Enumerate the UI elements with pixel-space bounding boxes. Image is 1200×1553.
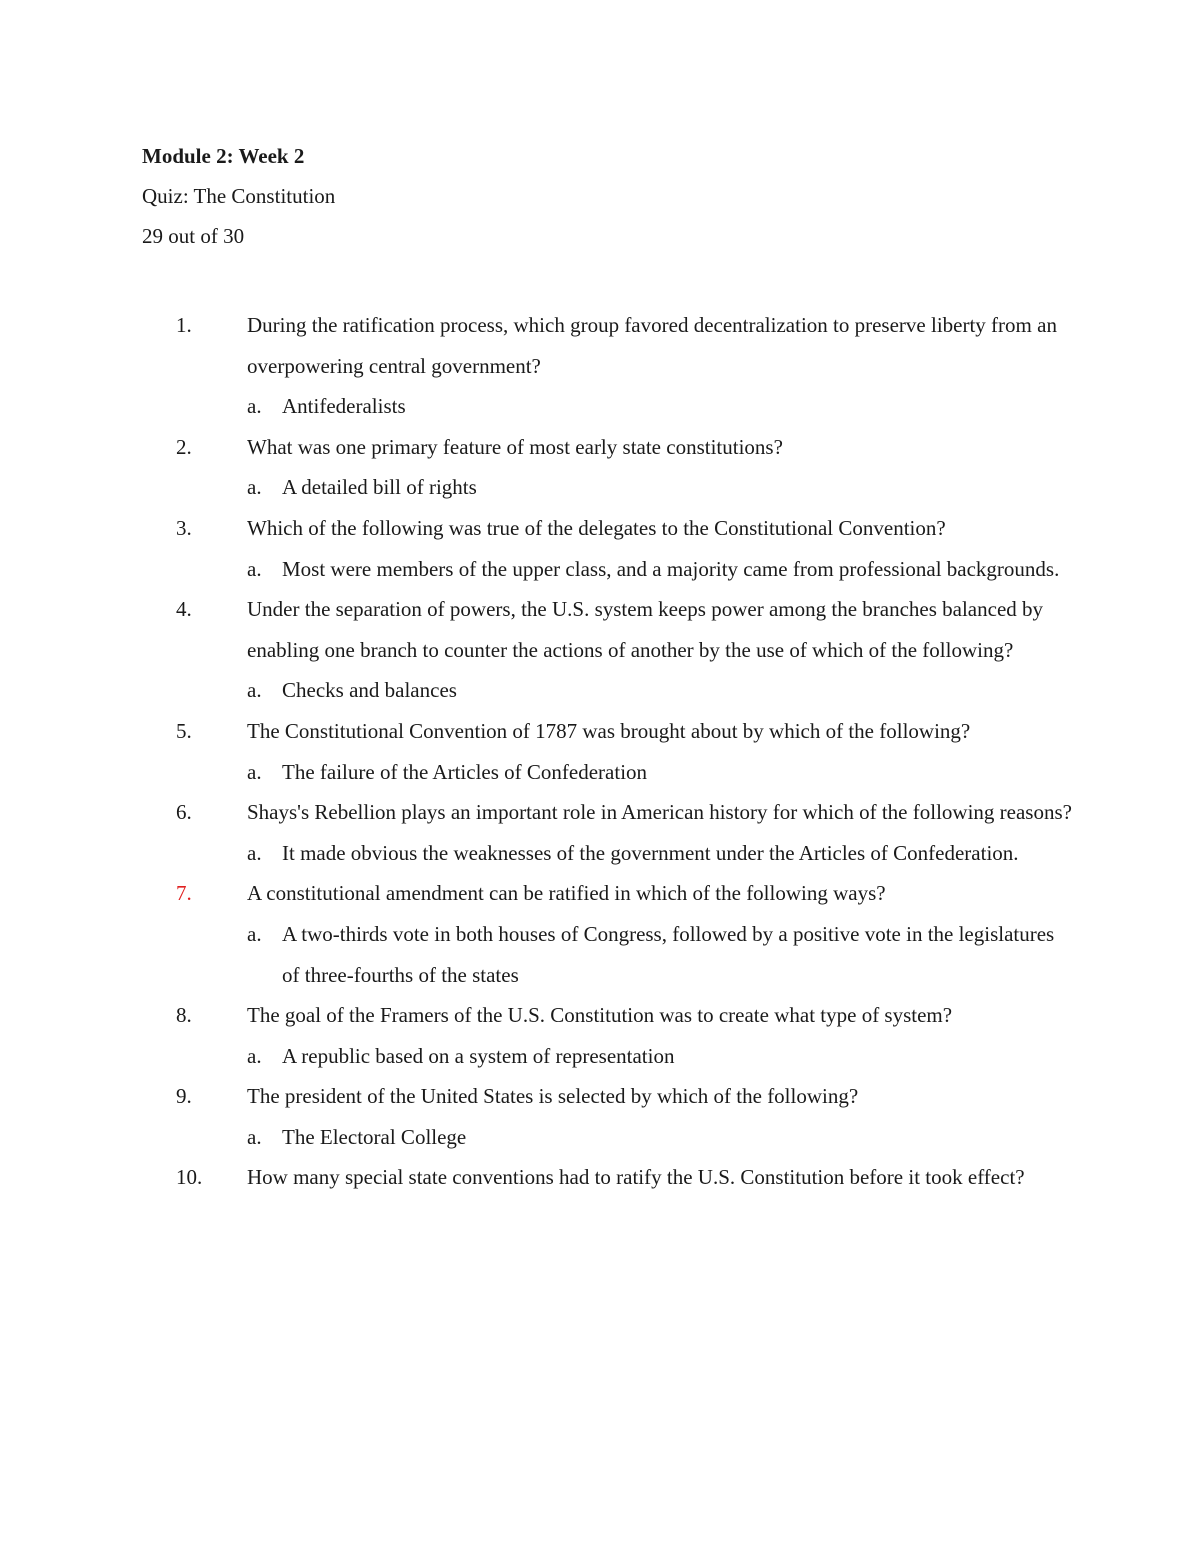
question-item: [142, 873, 1072, 995]
question-item: [142, 589, 1072, 711]
answer-letter: a.: [247, 475, 262, 500]
answer-letter: a.: [247, 1124, 262, 1149]
answer-text: A republic based on a system of representation: [282, 1043, 675, 1068]
question-item: [142, 508, 1072, 589]
answer-item: [247, 549, 1072, 590]
question-number: 4.: [176, 597, 192, 622]
answer-letter: a.: [247, 394, 262, 419]
question-list: [142, 305, 1072, 1198]
question-number: 2.: [176, 434, 192, 459]
question-item: [142, 1157, 1072, 1198]
answer-item: [247, 386, 1072, 427]
answer-item: [247, 670, 1072, 711]
answer-item: [247, 1117, 1072, 1158]
question-number: 5.: [176, 718, 192, 743]
question-text: Under the separation of powers, the U.S. system keeps power among the branches balanced by enabling one branch to counter the actions of another by the use of which of the following?: [247, 597, 1044, 662]
quiz-score: 29 out of 30: [142, 224, 245, 248]
question-item: [142, 995, 1072, 1076]
answer-text: Antifederalists: [282, 394, 406, 419]
question-text: The goal of the Framers of the U.S. Constitution was to create what type of system?: [247, 1003, 953, 1028]
answer-text: Checks and balances: [282, 678, 457, 703]
question-item: [142, 305, 1072, 427]
question-text: What was one primary feature of most early state constitutions?: [247, 434, 783, 459]
question-text: A constitutional amendment can be ratified in which of the following ways?: [247, 881, 886, 906]
question-text: During the ratification process, which group favored decentralization to preserve liberty from an overpowering central government?: [247, 313, 1057, 378]
question-item: [142, 427, 1072, 508]
question-number: 10.: [176, 1165, 203, 1190]
answer-text: It made obvious the weaknesses of the government under the Articles of Confederation.: [282, 840, 1019, 865]
question-number: 1.: [176, 313, 192, 337]
question-text: Shays's Rebellion plays an important role in American history for which of the following reasons?: [247, 800, 1072, 825]
answer-item: [247, 833, 1072, 874]
answer-text: The failure of the Articles of Confederation: [282, 759, 648, 784]
answer-letter: a.: [247, 921, 262, 946]
answer-item: [247, 752, 1072, 793]
answer-letter: a.: [247, 556, 262, 581]
answer-text: Most were members of the upper class, and a majority came from professional backgrounds.: [282, 556, 1060, 581]
quiz-title: Quiz: The Constitution: [142, 184, 336, 208]
question-item: [142, 1076, 1072, 1157]
question-number: 9.: [176, 1084, 192, 1109]
question-text: Which of the following was true of the delegates to the Constitutional Convention?: [247, 515, 946, 540]
answer-text: The Electoral College: [282, 1124, 467, 1149]
answer-text: A detailed bill of rights: [282, 475, 477, 500]
question-text: The Constitutional Convention of 1787 was brought about by which of the following?: [247, 718, 971, 743]
answer-item: [247, 914, 1072, 995]
question-text: How many special state conventions had to ratify the U.S. Constitution before it took effect?: [247, 1165, 1025, 1190]
question-number-incorrect: 7.: [176, 881, 192, 906]
question-item: [142, 711, 1072, 792]
answer-letter: a.: [247, 840, 262, 865]
question-item: [142, 792, 1072, 873]
document-heading: Module 2: Week 2: [142, 144, 305, 168]
answer-text: A two-thirds vote in both houses of Congress, followed by a positive vote in the legislatures of three-fourths of the states: [282, 921, 1055, 987]
answer-letter: a.: [247, 1043, 262, 1068]
answer-letter: a.: [247, 759, 262, 784]
question-number: 6.: [176, 800, 192, 825]
answer-letter: a.: [247, 678, 262, 703]
answer-item: [247, 1036, 1072, 1077]
question-number: 3.: [176, 515, 192, 540]
answer-item: [247, 467, 1072, 508]
question-number: 8.: [176, 1003, 192, 1028]
question-text: The president of the United States is selected by which of the following?: [247, 1084, 859, 1109]
